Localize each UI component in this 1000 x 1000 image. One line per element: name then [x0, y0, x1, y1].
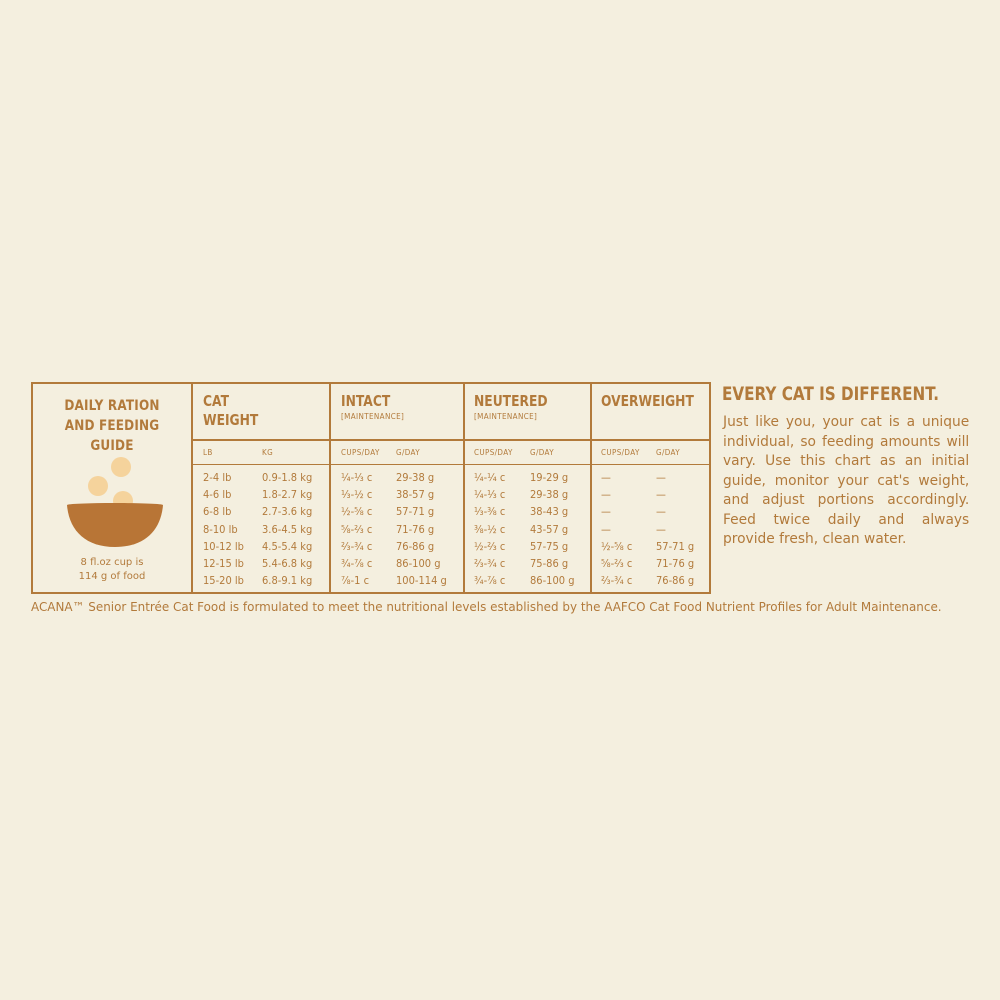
- cell-intact-g: 86-100 g: [396, 557, 441, 570]
- cup-note-line1: 8 fl.oz cup is: [80, 557, 144, 568]
- cell-kg: 1.8-2.7 kg: [262, 488, 313, 502]
- cell-intact-cups: ⅞-1 c: [341, 574, 370, 588]
- cell-lb: 2-4 lb: [203, 471, 232, 484]
- cell-intact-g: 38-57 g: [396, 488, 435, 502]
- cell-neutered-g: 43-57 g: [530, 522, 569, 536]
- cell-kg: 2.7-3.6 kg: [262, 505, 313, 519]
- kibble-icon: [88, 476, 108, 496]
- cell-lb: 15-20 lb: [203, 574, 244, 588]
- guide-title-line1: DAILY RATION: [64, 398, 160, 414]
- cell-kg: 6.8-9.1 kg: [262, 574, 313, 588]
- divider: [191, 439, 709, 441]
- cell-intact-cups: ¾-⅞ c: [341, 557, 373, 570]
- intact-cups-header: CUPS/DAY: [341, 448, 380, 457]
- cell-kg: 5.4-6.8 kg: [262, 557, 313, 570]
- cup-note: [33, 556, 191, 584]
- cell-over-cups: —: [601, 488, 611, 502]
- cell-over-g: —: [656, 488, 666, 502]
- cell-neutered-g: 19-29 g: [530, 471, 569, 484]
- cat-weight-heading-line2: WEIGHT: [203, 411, 259, 429]
- feeding-guide-table: [31, 382, 711, 594]
- cell-over-cups: ⅔-¾ c: [601, 574, 633, 588]
- neutered-heading: NEUTERED: [474, 392, 548, 410]
- lb-column-header: LB: [203, 448, 213, 457]
- food-bowl-icon: [33, 450, 191, 550]
- neutered-subheading: [MAINTENANCE]: [474, 412, 538, 421]
- cell-kg: 0.9-1.8 kg: [262, 471, 313, 484]
- cell-over-g: —: [656, 505, 666, 519]
- kg-column-header: KG: [262, 448, 274, 457]
- neutered-cups-header: CUPS/DAY: [474, 448, 513, 457]
- cell-lb: 8-10 lb: [203, 522, 238, 536]
- intact-grams-header: G/DAY: [396, 448, 420, 457]
- cell-neutered-cups: ⅓-⅜ c: [474, 505, 506, 519]
- cell-neutered-cups: ¼-⅓ c: [474, 488, 506, 502]
- cell-intact-g: 71-76 g: [396, 522, 435, 536]
- cell-over-g: 76-86 g: [656, 574, 695, 588]
- guide-title-line2: AND FEEDING GUIDE: [64, 418, 160, 454]
- divider: [191, 464, 709, 465]
- cell-over-g: —: [656, 471, 666, 484]
- cell-neutered-cups: ½-⅔ c: [474, 539, 506, 553]
- guide-title: [44, 396, 180, 456]
- cell-intact-g: 29-38 g: [396, 471, 435, 484]
- cell-intact-g: 57-71 g: [396, 505, 435, 519]
- cell-over-g: 71-76 g: [656, 557, 695, 570]
- cat-weight-heading-line1: CAT: [203, 392, 229, 410]
- cell-neutered-cups: ⅜-½ c: [474, 522, 506, 536]
- cell-neutered-cups: ⅔-¾ c: [474, 557, 506, 570]
- cell-kg: 4.5-5.4 kg: [262, 539, 313, 553]
- cell-intact-cups: ¼-⅓ c: [341, 471, 373, 484]
- cell-neutered-cups: ¼-¼ c: [474, 471, 506, 484]
- divider: [329, 384, 331, 592]
- side-heading: EVERY CAT IS DIFFERENT.: [722, 383, 940, 405]
- cell-neutered-g: 29-38 g: [530, 488, 569, 502]
- cell-over-cups: —: [601, 522, 611, 536]
- cell-neutered-cups: ¾-⅞ c: [474, 574, 506, 588]
- overweight-cups-header: CUPS/DAY: [601, 448, 640, 457]
- cell-intact-cups: ⅝-⅔ c: [341, 522, 373, 536]
- cell-over-cups: ⅝-⅔ c: [601, 557, 633, 570]
- cell-neutered-g: 38-43 g: [530, 505, 569, 519]
- cell-over-g: 57-71 g: [656, 539, 695, 553]
- intact-subheading: [MAINTENANCE]: [341, 412, 405, 421]
- cat-weight-heading: [203, 392, 258, 430]
- cell-intact-g: 76-86 g: [396, 539, 435, 553]
- bowl-shape: [67, 505, 163, 547]
- side-paragraph: Just like you, your cat is a unique individual, so feeding amounts will vary. Use this chart as an initial guide, monitor your cat's weight, and adjust portions accordingly. Feed twice daily and always provide fresh, clean water.: [723, 414, 970, 547]
- cell-over-cups: —: [601, 471, 611, 484]
- divider: [463, 384, 465, 592]
- footnote: ACANA™ Senior Entrée Cat Food is formulated to meet the nutritional levels established by the AAFCO Cat Food Nutrient Profiles for Adult Maintenance.: [31, 600, 942, 614]
- neutered-grams-header: G/DAY: [530, 448, 554, 457]
- cell-lb: 6-8 lb: [203, 505, 232, 519]
- intact-heading: INTACT: [341, 392, 391, 410]
- divider: [191, 384, 193, 592]
- cell-intact-g: 100-114 g: [396, 574, 447, 588]
- overweight-grams-header: G/DAY: [656, 448, 680, 457]
- cell-neutered-g: 75-86 g: [530, 557, 569, 570]
- divider: [590, 384, 592, 592]
- cell-kg: 3.6-4.5 kg: [262, 522, 313, 536]
- cell-over-cups: ½-⅝ c: [601, 539, 633, 553]
- cell-over-cups: —: [601, 505, 611, 519]
- cell-lb: 10-12 lb: [203, 539, 244, 553]
- cell-intact-cups: ⅔-¾ c: [341, 539, 373, 553]
- cell-neutered-g: 86-100 g: [530, 574, 575, 588]
- kibble-icon: [111, 457, 131, 477]
- cell-lb: 12-15 lb: [203, 557, 244, 570]
- cell-intact-cups: ½-⅝ c: [341, 505, 373, 519]
- cell-over-g: —: [656, 522, 666, 536]
- cell-neutered-g: 57-75 g: [530, 539, 569, 553]
- cup-note-line2: 114 g of food: [78, 571, 146, 582]
- cell-lb: 4-6 lb: [203, 488, 232, 502]
- cell-intact-cups: ⅓-½ c: [341, 488, 373, 502]
- overweight-heading: OVERWEIGHT: [601, 392, 694, 410]
